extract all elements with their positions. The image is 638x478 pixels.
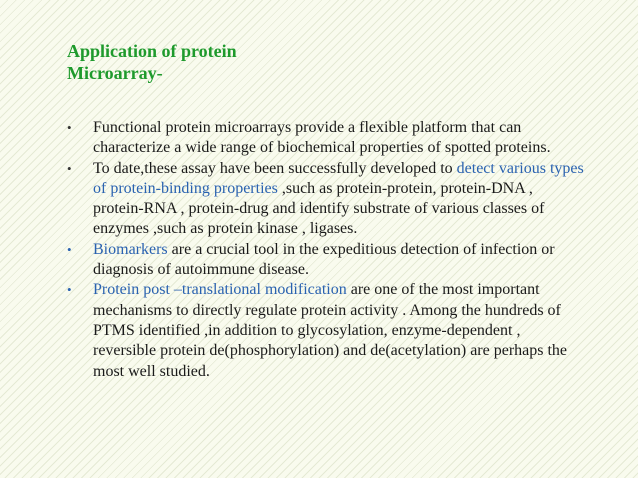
bullet-icon: • [67,120,72,135]
bullet-highlight: Biomarkers [93,240,168,258]
bullet-highlight: Protein post –translational modification [93,281,347,299]
bullet-item [67,159,587,240]
bullet-text-post: are a crucial tool in the expeditious detection of infection or diagnosis of autoimmune disease. [93,240,555,279]
bullet-item [67,280,587,381]
bullet-text: Functional protein microarrays provide a flexible platform that can characterize a wide range of biochemical properties of spotted proteins. [93,119,551,157]
title-line-1: Application of protein [67,41,237,61]
bullet-icon: • [67,160,72,176]
bullet-text-post: ,such as protein-protein, protein-DNA , protein-RNA , protein-drug and identify substrate of various classes of enzymes ,such as protein kinase , ligases. [93,179,545,238]
bullet-item [67,118,587,159]
bullet-icon: • [67,241,72,257]
bullet-icon: • [67,282,72,298]
title-line-2: Microarray- [67,63,163,83]
bullet-list [67,118,587,382]
bullet-highlight: detect various types of protein-binding properties [93,159,584,197]
bullet-item [67,240,587,281]
bullet-text-pre: To date,these assay have been successfully developed to [93,159,457,177]
slide-title [67,40,587,84]
bullet-text-post: are one of the most important mechanisms to directly regulate protein activity . Among the hundreds of PTMS identified ,in addition to glycosylation, enzyme-dependent , reversible protein de(phosphorylation) and de(acetylation) are perhaps the most well studied. [93,281,568,380]
